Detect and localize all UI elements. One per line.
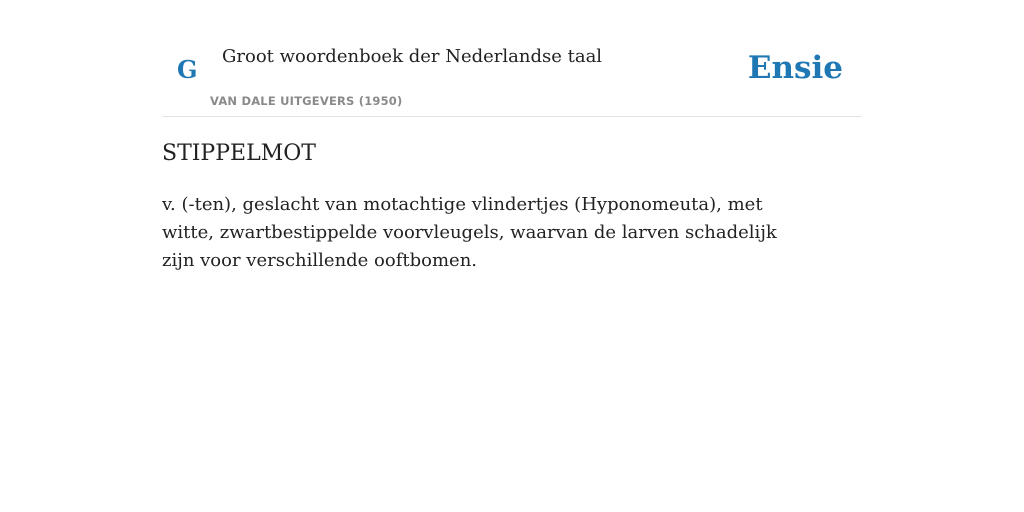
publisher-label: VAN DALE UITGEVERS (1950) [210,94,403,108]
ensie-logo[interactable]: Ensie [747,50,843,86]
source-header [162,0,862,117]
dictionary-entry [162,138,802,275]
book-logo[interactable]: G [177,55,198,84]
book-title[interactable]: Groot woordenboek der Nederlandse taal [222,46,603,67]
entry-definition: v. (-ten), geslacht van motachtige vlindertjes (Hyponomeuta), met witte, zwartbestippelde voorvleugels, waarvan de larven schadelijk zijn voor verschillende ooftbomen. [162,194,777,271]
entry-title: STIPPELMOT [162,141,316,166]
